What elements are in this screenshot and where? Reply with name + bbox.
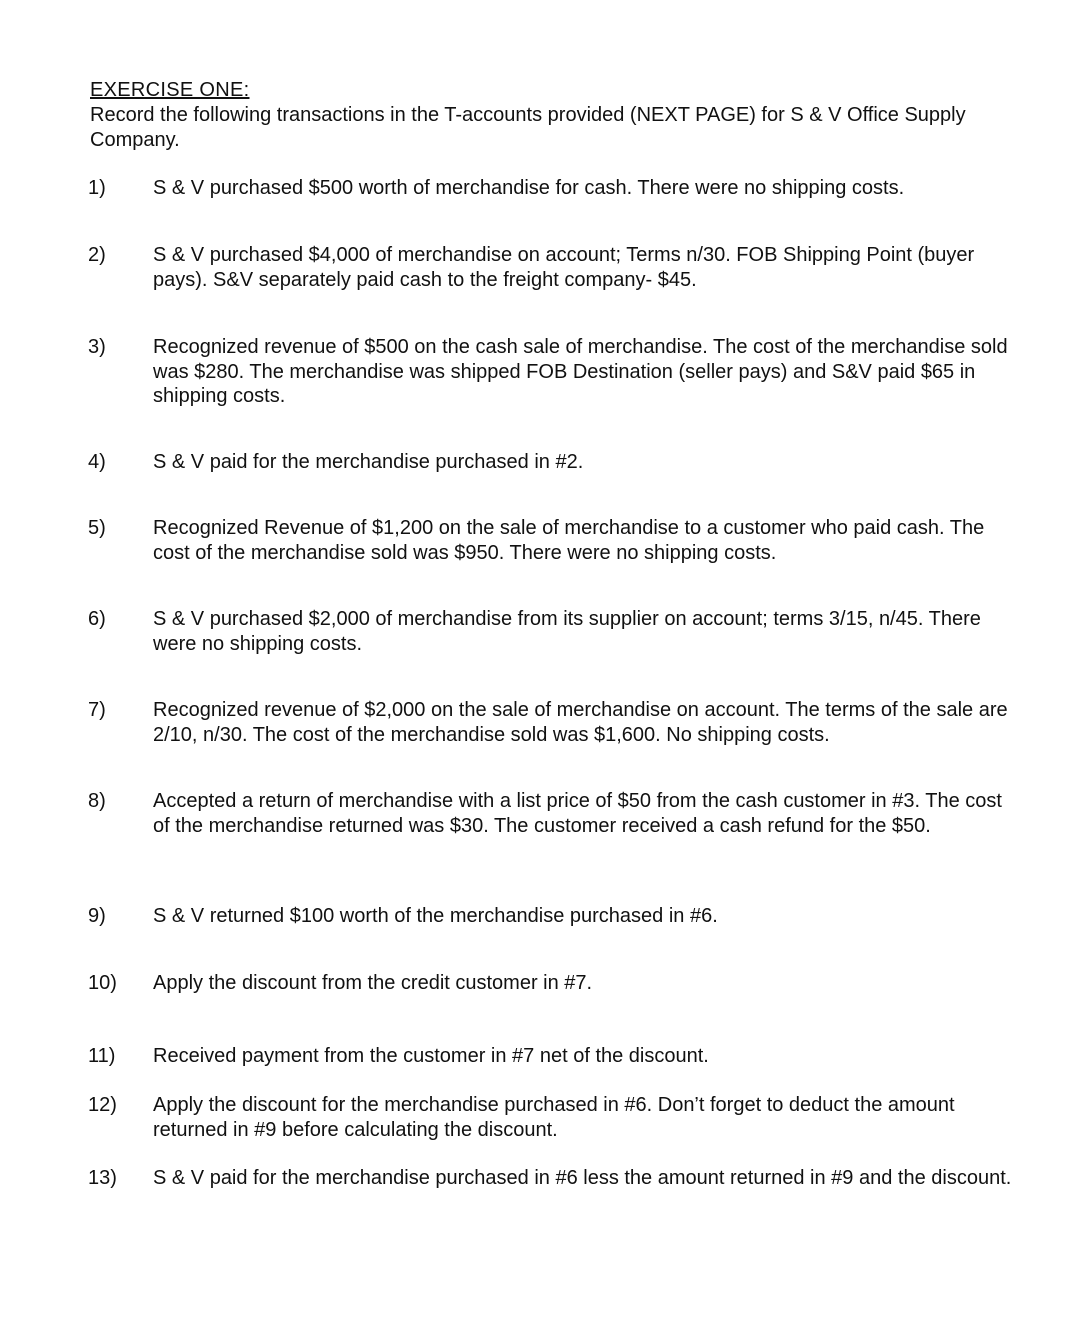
- item-number: 13): [88, 1167, 117, 1189]
- item-text: Recognized revenue of $500 on the cash sale of merchandise. The cost of the merchandise sold was $280. The merchandise was shipped FOB Destination (seller pays) and S&V paid $65 in shipping costs.: [153, 336, 1008, 407]
- item-text: S & V paid for the merchandise purchased in #6 less the amount returned in #9 and the discount.: [153, 1167, 1012, 1189]
- item-number: 2): [88, 244, 106, 266]
- item-text: S & V purchased $4,000 of merchandise on account; Terms n/30. FOB Shipping Point (buyer pays). S&V separately paid cash to the freight company- $45.: [153, 244, 975, 291]
- item-text: Apply the discount for the merchandise purchased in #6. Don’t forget to deduct the amount returned in #9 before calculating the discount.: [153, 1094, 955, 1141]
- item-number: 5): [88, 517, 106, 539]
- item-number: 6): [88, 608, 106, 630]
- item-number: 10): [88, 972, 117, 994]
- exercise-heading: EXERCISE ONE:: [90, 79, 250, 101]
- item-text: S & V purchased $2,000 of merchandise from its supplier on account; terms 3/15, n/45. There were no shipping costs.: [153, 608, 981, 655]
- item-number: 12): [88, 1094, 117, 1116]
- item-text: Recognized revenue of $2,000 on the sale of merchandise on account. The terms of the sale are 2/10, n/30. The cost of the merchandise sold was $1,600. No shipping costs.: [153, 699, 1008, 746]
- item-text: Accepted a return of merchandise with a list price of $50 from the cash customer in #3. The cost of the merchandise returned was $30. The customer received a cash refund for the $50.: [153, 790, 1002, 837]
- item-text: S & V purchased $500 worth of merchandise for cash. There were no shipping costs.: [153, 177, 905, 199]
- item-text: S & V paid for the merchandise purchased in #2.: [153, 451, 584, 473]
- item-text: S & V returned $100 worth of the merchandise purchased in #6.: [153, 905, 718, 927]
- item-number: 3): [88, 336, 106, 358]
- item-number: 8): [88, 790, 106, 812]
- item-number: 1): [88, 177, 106, 199]
- item-number: 9): [88, 905, 106, 927]
- item-number: 4): [88, 451, 106, 473]
- item-number: 7): [88, 699, 106, 721]
- item-text: Received payment from the customer in #7 net of the discount.: [153, 1045, 709, 1067]
- exercise-instructions: Record the following transactions in the T-accounts provided (NEXT PAGE) for S & V Office Supply Company.: [90, 104, 966, 151]
- item-text: Recognized Revenue of $1,200 on the sale of merchandise to a customer who paid cash. The cost of the merchandise sold was $950. There were no shipping costs.: [153, 517, 985, 564]
- item-text: Apply the discount from the credit customer in #7.: [153, 972, 593, 994]
- item-number: 11): [88, 1045, 116, 1067]
